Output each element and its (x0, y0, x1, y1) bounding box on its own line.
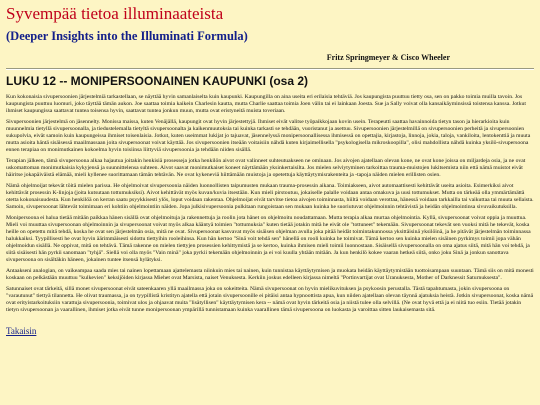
paragraph: Kun kokonaisia sivupersoonien järjestelmiä tarkastellaan, se näyttää hyvin samanlaiselta kuin kaupunki. Kaupungilla on aina useita eri erilaisia tehtäviä. Jos kaupungista puuttuu tietty osa, sen on pakko toimia muilla tavoin. Jos kaupungista puuttuu luomuri, joko täyttää tämän aukon. Joe saattaa toimia kaikein Charlesin kautta, mutta Charlie saattaa toimia Joen välin tai ei lainkaan Joesta. Sue ja Sally voivat olla kansaikäyminsissä toistensa kanssa. Jotkut ihmiset kaupungissa saattavat tuntea toisensa hyvin, saattavat tuntea jonkun muun, mutta ovat eristyneitä muista toveriaan. (6, 94, 526, 114)
paragraph: Nämä ohjelmoijat tekevät töitä mielen parissa. He ohjelmoivat sivupersoonia näiden luonnollisten taipumusten mukaan trauma-prosessin aikana. Toimiakseen, aivot automaattisesti kehittävät useita asioita. Esimerkiksi aivot kehittävät prosessin K-linjoja (joita kutsutaan tottumuksiksi). Aivot kehittävät myös kuvan/kuvia itsestään. Kun mieli pirstoutuu, jokaiselle palalle voidaan antaa omakuva ja uusi tottumukset. Mutta on tärkeää olla ymmärtämättä otetta kokonaisuudesta. Kun henkilöä on kerran saatu psyykkisesti ylös, loput voidaan rakentaa. Ohjelmoijat eivät tarvitse tietoa aivojen toiminnasta, hiiltä voidaan verottaa, hänessä voidaan tarkkailla tai vaikuttaa tai muuta sellaista. Samoin, sivupersoonat lähtevät toimimaan eri kohtiin ohjelmointiin näiden. Jopa julkisivupersoonia pulkitaan rungoistaan sen mukaan kuinka he suoriutuvat ohjelmoinnin tehtävistä ja heidän ohjelmointinsa sivuvaikutuksilla. (6, 183, 534, 210)
paragraph: Satunnaiset ovat tärkeitä, sillä monet sivupersoonat eivät sateenkaaren yllä maailmassa joka on sokeitteita. Nämä sivupersoonat on hyvin mielikuvituksen ja psykoosin perustalla. Tästä tapahtumasta, jokin sivupersoona on "varautunut" tiettyä tilannetta. He olivat traumassa, ja on tyypillistä kristityn ajatella että jotain sivupersoonille ei pitäisi antaa hypnoottista apua, kun niiden ajatellaan olevan täynnä ajatuksia heistä. Jotkin sivupersoonat, koska nämä ovat erityistarkoituksiin varattuja sivupersoonia, toimivat ulos ja ohjaavat muita "lisätyllisen" käyttäytymisen kera -- nämä ovat hyvin tärkeitä osia ja niistä tulee olla selvillä. (Ne ovat hyvä että ja ei niitä tuo esiin. Tietää jotakin tietyn sivupersoonan ja vaarallinen, ihmiset jotka eivät tunne monipersoonan ympärillä tunnistamaan kuinka vaarallinen tämä sivupersoona on luokasta ja varoittaa sitten laukaisemasta sitä. (6, 286, 534, 313)
page-subtitle: (Deeper Insights into the Illuminati Formula) (6, 29, 248, 43)
paragraph: Monipersoona ei halua tietää mitään paikkaa hänen sisällä ovat ohjelmoituja ja rakennettuja ja roolin jota hänet on ohjelmoitu noudattamaan. Mutta terapia alkaa murtaa ohjelmointia. Kyllä, sivupersoonat voivat oppia ja muuttua. Mieli voi muuttaa sivupersoonan ohjelmoinnin ja sivupersoonat voivat myös alkaa kääntyä toimien "tottumuksia" kuten tietää jotakin mitä he eivät ole "tottuneet" tekemään. Sivupersoonat tekevät sen vuoksi mitä he tekevät, koska heille on opetettu mitä tehdä, koska he ovat sen järjestelmän osia, mitä ne ovat. Sivupersoonat kasvavat myös sisäisen ohjelman avulla joka pitää heidät toimintakunnossa yksittäisinä yksilöinä, ja he pitävät järjestelmän toiminnassa halukkaiksi. Tyypillisesti he ovat hyvin äärimmäisesti sidottu tiettyihin rooleihinsa. Kun hän kertoo "Sinä voit tehdä sen" hänellä on rooli kuinka he toimivat. Tämä kertoo sen kuinka mielen sisäinen pyrkimys toimii jopa vähän ohjelmoidun sisällä. Ne oppivat, mitä on tehtävä. Tämä rakenne on mielen tiettyjen prosessien kehittymistä ja se kertoo, kuinka ihmisen mieli toimii luonnostaan. Sisäisellä sivupersoonalla on oma ajatus siitä, mitä hän voi tehdä, ja siitä sisäisesti hän pyrkii sanomaan "tyhjä". Siellä voi olla myös "Vain minä" joka pyrkii tekemään ohjelmoinnin ja ei voi kuulla yhtään mitään. Ja kun henkilö kokee vaaran hetkeä siitä, onko joku Sinä ja jonkun sanottava sivupersoona on sisältäkin häneen, jokainen tuntee itsensä hylätyksi. (6, 215, 531, 263)
chapter-title: LUKU 12 -- MONIPERSOONAINEN KAUPUNKI (osa 2) (6, 74, 309, 88)
authors: Fritz Springmeyer & Cisco Wheeler (326, 53, 450, 62)
paragraph: Antaakseni analogian, on vaikeampaa saada mies tai nainen lopettamaan ajattelemasta niinkuin mies tai nainen, kuin tunnistaa käyttäytymisen ja muokata heidän käyttäytymistään tuottoisampaan suuntaan. Tämä siis on mitä monesti koskaan on pelkästään muuttuu "kulkevien" keksijöiden kirjassa Miehet ovat Marsista, naiset Venuksesta. Kerkiin joskus edelleen kirjassa nimeltä "Portinvartijat ovat Uranuksesta, Mother of Darknessit Saturnuksesta". (6, 268, 534, 281)
page-title: Syvempää tietoa illuminaateista (6, 4, 224, 23)
divider (6, 68, 534, 70)
back-link[interactable]: Takaisin (6, 326, 37, 336)
paragraph: Terapian jälkeen, tämä sivupersoona alkaa hajautua joitakin henkisiä prosesseja jotka henkilön aivot ovat valinneet suhteutuakseen ne ominaan. Jos aivojen ajatellaan olevan kone, ne ovat kone joissa on miljardeja osia, ja ne ovat uskomattoman monimutkaisia kykyjensä ja suunnittelensa suhteen. Aivot saavat monimutkaiset koneet näyttämään yksinkertaisilta. Jos mielen selviytyminen tarkoittaa trauma-muistojen lukitsemista niin että nämä muistot eivät häiritse jokapäiväistä elämää, mieli kyllenee suorittamaan tämän tehtävän. Ne ovat kykeneviä hiittämään muistoja ja opetettuja käyttäytymisrakenteita ja -tapoja näiden mielen erillisten osien. (6, 158, 526, 178)
paragraph: Sivupersoonien järjestelmä on jäsennelty. Monissa maissa, kuten Venäjällä, kaupungit ovat hyvin järjestettyjä. Ihmiset eivät valitse työpaikkojaan kovin usein. Terapeutti saattaa havainnoida tietyn tason ja hierarkioita kuin muunnelmia tietyllä sivupersoonalla, ja tiedustelemalla tietyltä sivupersoonalta ja kaikenmuutoksia tai kuinka tarkasti se tehdään, vuoristanut ja asettuu. Sivupersoonien järjestelmillä on sivupersoonien perheitä ja sivupersoonien sukupolvia, eivät samoin kuin kaupungeissa ihmiset toisenlaisia. Jotkut, kuten useimmat lukijat jo tajuavat, jäsennelyssä monipersoonallisessa ihmisessä on opettajia, kirjastoja, linnoja, jokia, taloja, vankiloita, lentokenttiä ja muuta mutta asioita häntä sisäisessä maailmassaan joita sivupersoonat voivat käyttää. Jos sivupersoonien itseään voitaisiin nähdä kuten kirjaimellisella "psykologisella mikroskoopilla", olisi mahdollista nähdä kuinka yksilö-sivupersoona ennen terapiaa on monimutkainen kokoelma hyvin toisiinsa liittyviä sivupersoonia ja tehdään niiden sisällä. (6, 119, 531, 153)
article-body (6, 94, 534, 314)
